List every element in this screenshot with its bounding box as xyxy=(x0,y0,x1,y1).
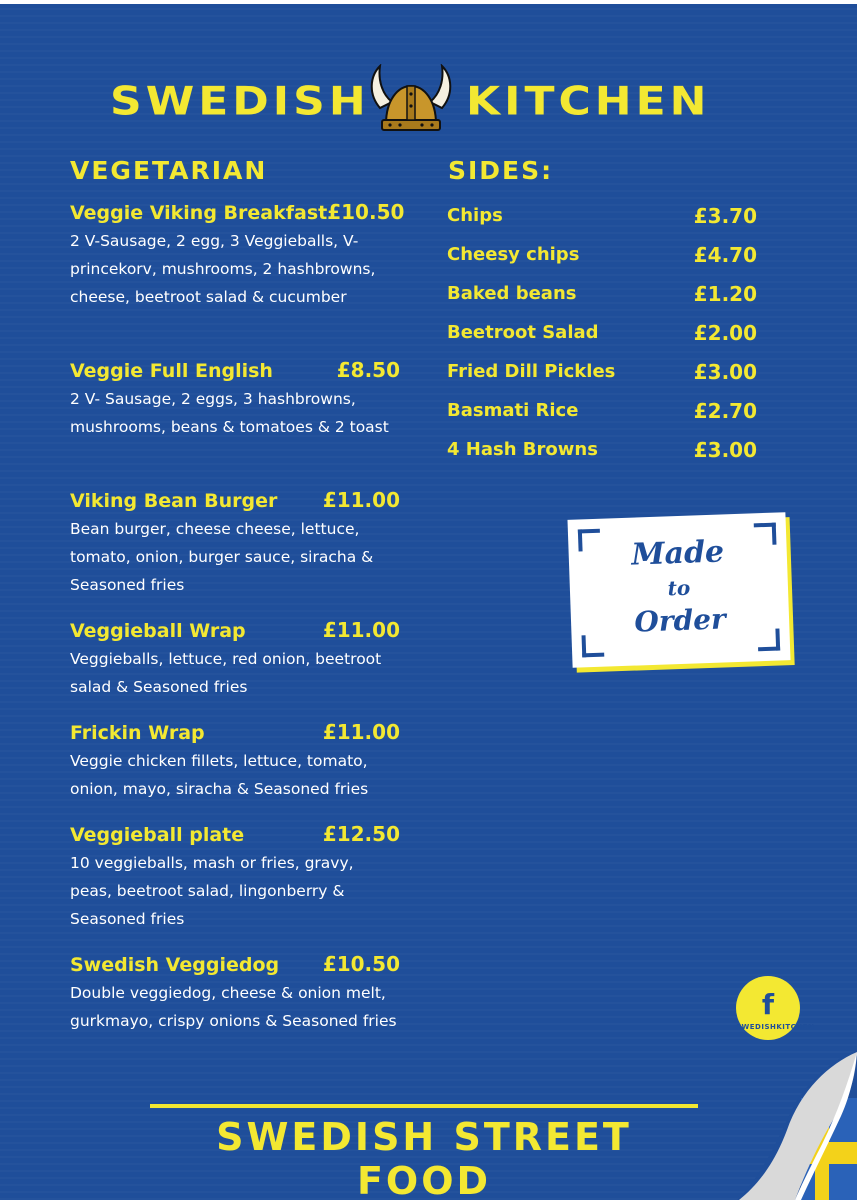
side-item xyxy=(447,430,757,469)
item-name: Frickin Wrap xyxy=(70,722,205,744)
side-price: £4.70 xyxy=(693,242,757,267)
menu-item xyxy=(70,720,400,803)
side-item xyxy=(447,235,757,274)
side-price: £3.70 xyxy=(693,203,757,228)
vegetarian-heading: VEGETARIAN xyxy=(70,156,268,185)
side-name: Fried Dill Pickles xyxy=(447,361,616,382)
item-description: 2 V- Sausage, 2 eggs, 3 hashbrowns, mushrooms, beans & tomatoes & 2 toast xyxy=(70,390,389,436)
made-text: Made xyxy=(630,534,725,573)
item-price: £11.00 xyxy=(322,488,400,512)
item-description: Veggie chicken fillets, lettuce, tomato, onion, mayo, siracha & Seasoned fries xyxy=(70,752,369,798)
side-price: £1.20 xyxy=(693,281,757,306)
viking-helmet-icon xyxy=(366,64,456,136)
item-description: Bean burger, cheese cheese, lettuce, tomato, onion, burger sauce, siracha & Seasoned fries xyxy=(70,520,374,594)
title-row xyxy=(0,62,857,142)
menu-item xyxy=(70,618,400,701)
item-price: £11.00 xyxy=(322,618,400,642)
side-name: Chips xyxy=(447,205,503,226)
facebook-icon[interactable] xyxy=(736,976,815,1040)
menu-item xyxy=(70,822,400,933)
item-name: Veggie Full English xyxy=(70,360,273,382)
side-item xyxy=(447,196,757,235)
footer-divider xyxy=(150,1104,698,1108)
item-price: £8.50 xyxy=(336,358,400,382)
item-name: Veggieball Wrap xyxy=(70,620,246,642)
sides-list xyxy=(447,196,757,469)
menu-item xyxy=(70,358,400,441)
to-text: to xyxy=(667,575,691,601)
item-description: 2 V-Sausage, 2 egg, 3 Veggieballs, V-princekorv, mushrooms, 2 hashbrowns, cheese, beetroot salad & cucumber xyxy=(70,232,376,306)
facebook-handle: SWEDISHKITCHEN xyxy=(736,1023,815,1031)
side-name: Baked beans xyxy=(447,283,577,304)
item-description: 10 veggieballs, mash or fries, gravy, peas, beetroot salad, lingonberry & Seasoned fries xyxy=(70,854,354,928)
side-name: Basmati Rice xyxy=(447,400,579,421)
item-price: £10.50 xyxy=(322,952,400,976)
side-item xyxy=(447,352,757,391)
item-price: £12.50 xyxy=(322,822,400,846)
item-description: Veggieballs, lettuce, red onion, beetroot salad & Seasoned fries xyxy=(70,650,382,696)
item-name: Viking Bean Burger xyxy=(70,490,278,512)
side-price: £3.00 xyxy=(693,437,757,462)
side-price: £2.00 xyxy=(693,320,757,345)
item-price: £11.00 xyxy=(322,720,400,744)
side-name: Cheesy chips xyxy=(447,244,580,265)
item-name: Swedish Veggiedog xyxy=(70,954,280,976)
side-item xyxy=(447,274,757,313)
item-name: Veggieball plate xyxy=(70,824,245,846)
order-text: Order xyxy=(633,602,727,639)
top-edge xyxy=(0,0,857,4)
footer-tagline: SWEDISH STREET FOOD xyxy=(216,1115,632,1200)
side-item xyxy=(447,391,757,430)
side-item xyxy=(447,313,757,352)
title-left: SWEDISH xyxy=(110,78,370,125)
title-right: KITCHEN xyxy=(466,78,711,125)
made-to-order-card xyxy=(567,512,790,668)
menu-item xyxy=(70,488,400,599)
menu-item xyxy=(70,200,405,311)
side-price: £3.00 xyxy=(693,359,757,384)
item-price: £10.50 xyxy=(327,200,405,224)
side-name: 4 Hash Browns xyxy=(447,439,598,460)
menu-item xyxy=(70,952,400,1035)
item-name: Veggie Viking Breakfast xyxy=(70,202,328,224)
side-price: £2.70 xyxy=(693,398,757,423)
facebook-f-glyph: f xyxy=(761,988,775,1021)
page-curl-icon xyxy=(737,1050,857,1200)
side-name: Beetroot Salad xyxy=(447,322,599,343)
item-description: Double veggiedog, cheese & onion melt, gurkmayo, crispy onions & Seasoned fries xyxy=(70,984,397,1030)
sides-heading: SIDES: xyxy=(448,156,554,185)
